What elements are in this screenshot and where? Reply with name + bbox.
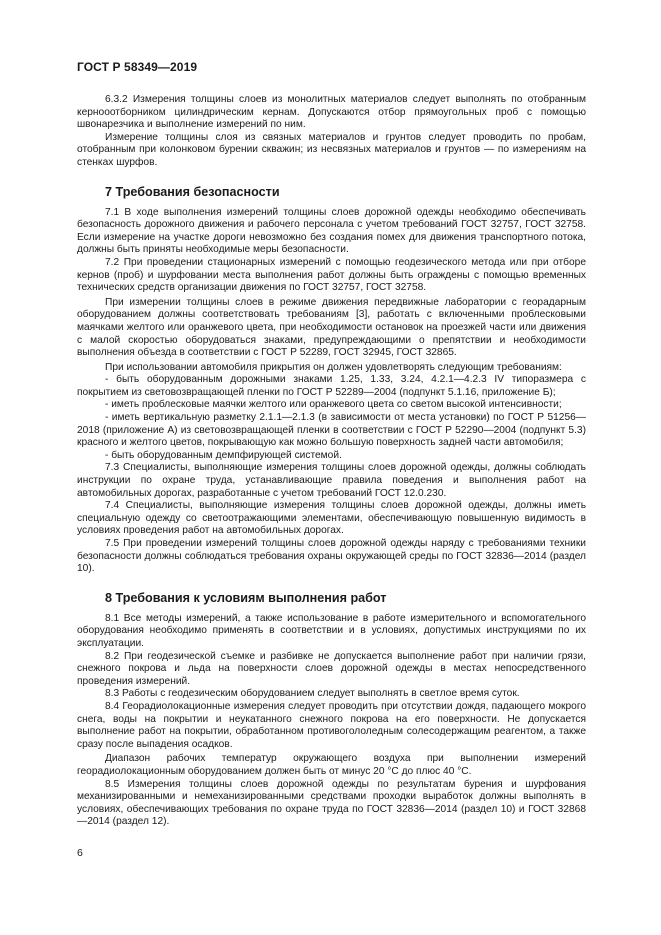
section-7-heading: 7 Требования безопасности [105,184,280,199]
paragraph-7-5: 7.5 При проведении измерений толщины слоев дорожной одежды наряду с требованиями техники безопасности должны соблюдаться требования охраны окружающей среды по ГОСТ 32836—2014 (раздел 10). [77,538,586,575]
paragraph-7-1: 7.1 В ходе выполнения измерений толщины слоев дорожной одежды необходимо обеспечивать безопасность дорожного движения и рабочего персонала с учетом требований ГОСТ 32757, ГОСТ 32758. Если измерение на участке дороги невозможно без создания помех для движения транспортного потока, должны быть приняты необходимые меры безопасности. [77,206,586,256]
section-8-heading: 8 Требования к условиям выполнения работ [105,590,387,605]
page-number: 6 [77,847,83,859]
paragraph-8-4-temperature: Диапазон рабочих температур окружающего воздуха при выполнении измерений георадиолокационным оборудованием должен быть от минус 20 °С до плюс 40 °С. [77,753,586,777]
paragraph-6-3-2: 6.3.2 Измерения толщины слоев из монолитных материалов следует выполнять по отобранным кернооотборником цилиндрическим кернам. Допускаются отбор прямоугольных проб с помощью швонарезчика и выполнение измерений по ним. [77,94,586,131]
document-body [77,94,586,829]
list-item-damper: - быть оборудованным демпфирующей системой. [105,449,342,461]
paragraph-8-1: 8.1 Все методы измерений, а также использование в работе измерительного и вспомогательного оборудования необходимо применять в соответствии и в условиях, допустимых инструкциями по их эксплуатации. [77,612,586,649]
paragraph-8-3: 8.3 Работы с геодезическим оборудованием следует выполнять в светлое время суток. [105,688,520,700]
paragraph-7-3: 7.3 Специалисты, выполняющие измерения толщины слоев дорожной одежды, должны соблюдать инструкции по охране труда, устанавливающие правила поведения и выполнения работ на автомобильных дорогах, разработанные с учетом требований ГОСТ 12.0.230. [77,462,586,499]
paragraph-8-2: 8.2 При геодезической съемке и разбивке не допускается выполнение работ при наличии грязи, снежного покрова и льда на поверхности слоев дорожной одежды в местах непосредственного проведения измерений. [77,650,586,687]
paragraph-8-4: 8.4 Георадиолокационные измерения следует проводить при отсутствии дождя, падающего мокрого снега, воды на покрытии и неукатанного снежного покрова на его поверхности. Не допускается выполнение работ на покрытии, обработанном противогололедным солесодержащим реагентом, а также сразу после выпадения осадков. [77,700,586,750]
paragraph-6-3-2-continued: Измерение толщины слоя из связных материалов и грунтов следует проводить по пробам, отобранным при колонковом бурении скважин; из несвязных материалов и грунтов — по измерениям на стенках шурфов. [77,131,586,168]
paragraph-7-2: 7.2 При проведении стационарных измерений с помощью геодезического метода или при отборе кернов (проб) и шурфовании места выполнения работ должны быть ограждены с помощью временных технических средств организации движения по ГОСТ 32757, ГОСТ 32758. [77,256,586,294]
paragraph-7-2-cover-vehicle: При использовании автомобиля прикрытия он должен удовлетворять следующим требованиям: [105,361,562,373]
list-item-beacons: - иметь проблесковые маячки желтого или оранжевого цвета со светом высокой интенсивности; [105,399,562,411]
paragraph-7-2-mobile-lab: При измерении толщины слоев в режиме движения передвижные лаборатории с георадарным оборудованием должны соответствовать требованиям [3], работать с включенными проблесковыми маячками желтого или оранжевого цвета, при необходимости остановок на проезжей части или движения с малой скоростью оборудоваться знаками, предупреждающими о препятствии и необходимости выполнения объезда в соответствии с ГОСТ Р 52289, ГОСТ 32945, ГОСТ 32865. [77,296,586,359]
list-item-road-signs: - быть оборудованным дорожными знаками 1.25, 1.33, 3.24, 4.2.1—4.2.3 IV типоразмера с покрытием из световозвращающей пленки по ГОСТ Р 52289—2004 (подпункт 5.1.16, приложение Б); [77,374,586,398]
document-header: ГОСТ Р 58349—2019 [77,60,198,74]
paragraph-8-5: 8.5 Измерения толщины слоев дорожной одежды по результатам бурения и шурфования механизированными и немеханизированными средствами проходки выработок должны выполнять в условиях, обеспечивающих требования по охране труда по ГОСТ 32836—2014 (раздел 10) и ГОСТ 32868—2014 (раздел 12). [77,778,586,828]
list-item-marking: - иметь вертикальную разметку 2.1.1—2.1.3 (в зависимости от места установки) по ГОСТ Р 51256—2018 (приложение А) из световозвращающей пленки в соответствии с ГОСТ Р 52290—2004 (подпункт 5.3) красного и желтого цветов, покрывающую как можно большую поверхность задней части автомобиля; [77,412,586,449]
paragraph-7-4: 7.4 Специалисты, выполняющие измерения толщины слоев дорожной одежды, должны иметь специальную одежду со светоотражающими элементами, обеспечивающую повышенную видимость в условиях проведения работ на автомобильных дорогах. [77,500,586,537]
